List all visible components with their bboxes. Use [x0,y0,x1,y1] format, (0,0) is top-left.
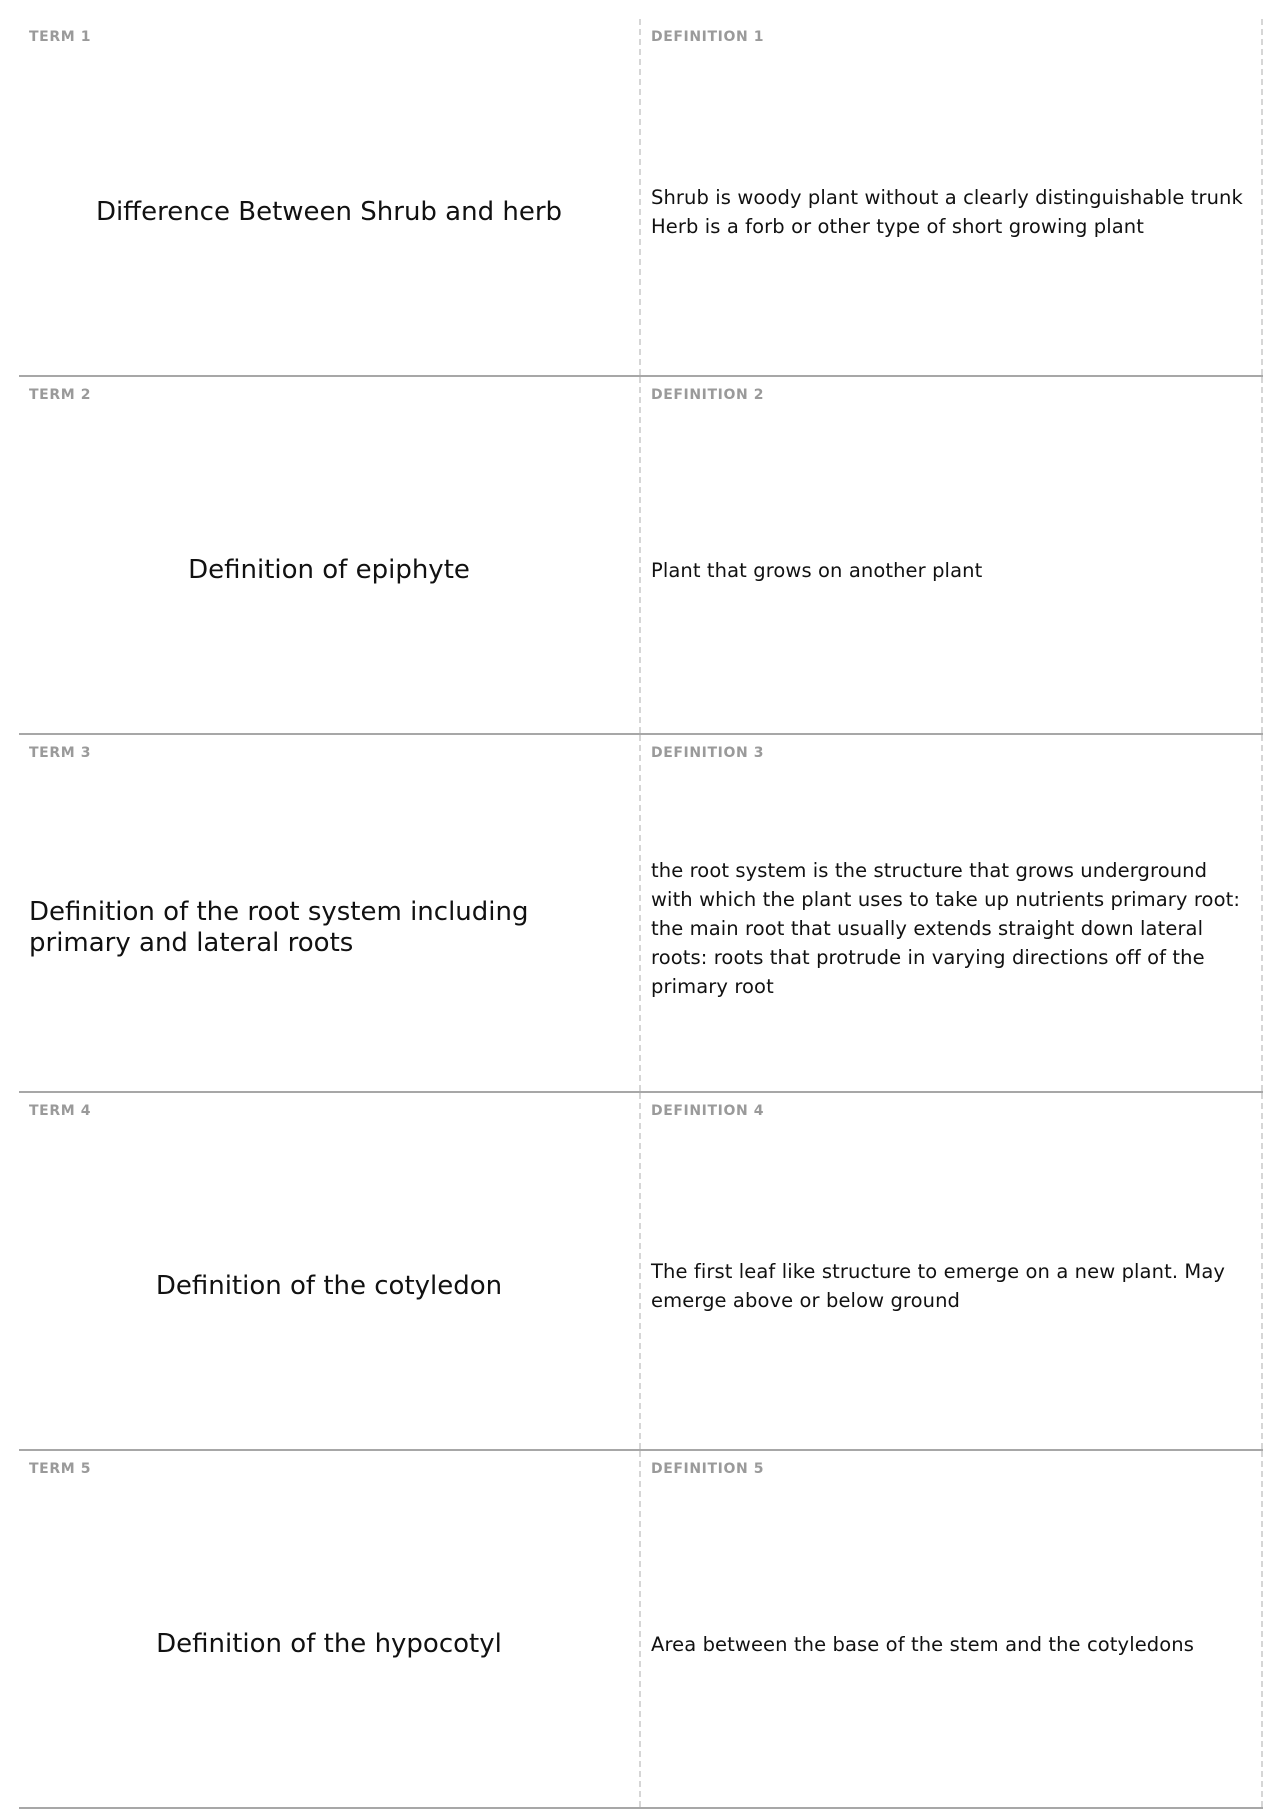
definition-text: Plant that grows on another plant [651,558,983,582]
definition-text: The first leaf like structure to emerge on a new plant. May emerge above or below ground [651,1260,1226,1312]
term-label: TERM 5 [29,1461,92,1477]
term-cell [19,377,641,733]
definition-cell [641,19,1263,375]
definition-label: DEFINITION 3 [651,745,765,761]
definition-text: the root system is the structure that grows underground with which the plant uses to take up nutrients primary root: the main root that usually extends straight down lateral roots: roots that protrude in varying directions off of the primary root [651,858,1241,998]
definition-cell [641,377,1263,733]
definition-cell [641,1093,1263,1449]
definition-cell [641,1451,1263,1807]
term-text: Definition of the cotyledon [155,1270,503,1301]
term-label: TERM 3 [29,745,92,761]
term-cell [19,19,641,375]
term-cell [19,735,641,1091]
definition-text: Shrub is woody plant without a clearly distinguishable trunk Herb is a forb or other type of short growing plant [651,186,1243,238]
flashcard-row [19,735,1263,1093]
flashcard-row [19,1093,1263,1451]
flashcard-row [19,377,1263,735]
flashcard-row [19,19,1263,377]
term-label: TERM 2 [29,387,92,403]
term-text: Definition of the root system including primary and lateral roots [29,897,529,958]
term-text: Definition of epiphyte [188,554,470,585]
term-cell [19,1093,641,1449]
term-label: TERM 4 [29,1103,92,1119]
definition-cell [641,735,1263,1091]
definition-text: Area between the base of the stem and the cotyledons [651,1632,1195,1656]
definition-label: DEFINITION 5 [651,1461,765,1477]
flashcard-sheet [19,19,1263,1809]
term-label: TERM 1 [29,29,92,45]
definition-label: DEFINITION 2 [651,387,765,403]
term-text: Definition of the hypocotyl [156,1628,502,1659]
term-text: Difference Between Shrub and herb [95,196,563,227]
definition-label: DEFINITION 4 [651,1103,765,1119]
definition-label: DEFINITION 1 [651,29,765,45]
flashcard-row [19,1451,1263,1809]
term-cell [19,1451,641,1807]
